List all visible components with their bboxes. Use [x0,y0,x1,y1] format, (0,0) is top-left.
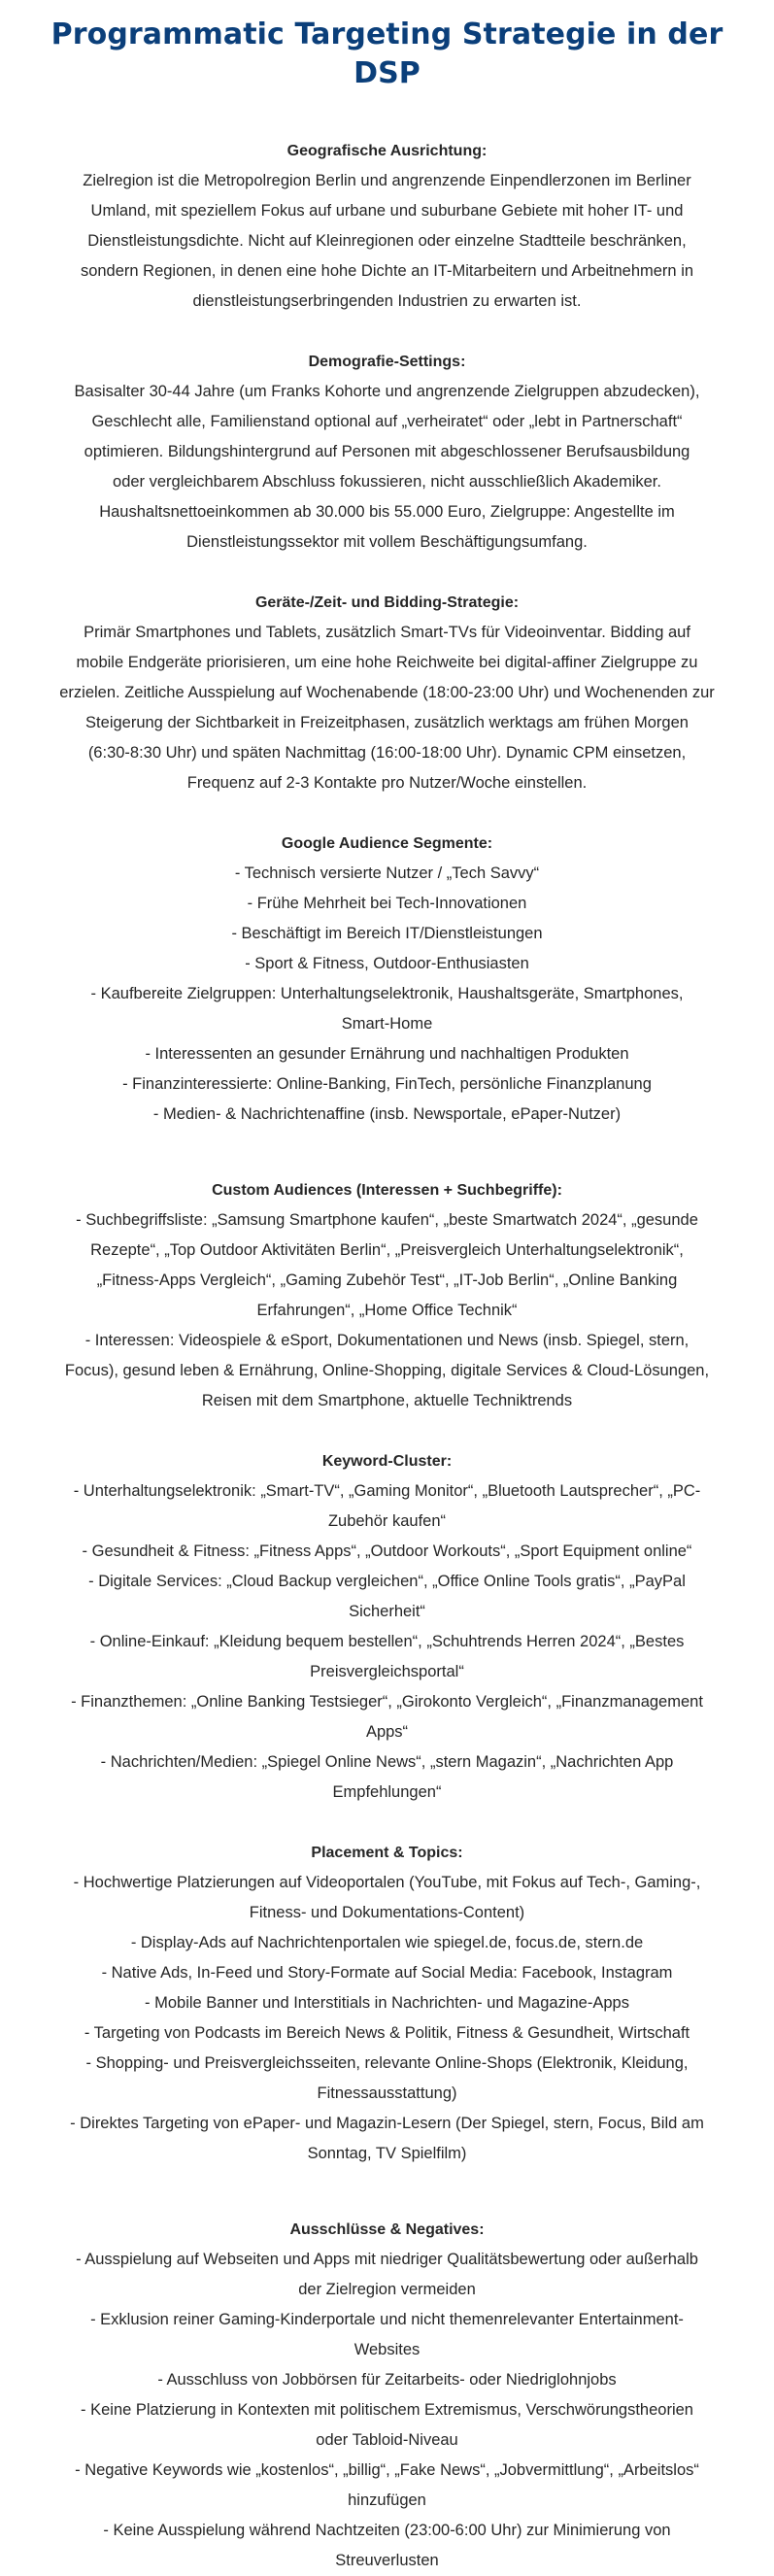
section-spacer [25,317,749,347]
section-line: - Technisch versierte Nutzer / „Tech Savvy“ [234,864,540,882]
section-line: sondern Regionen, in denen eine hohe Dichte an IT-Mitarbeitern und Arbeitnehmern in [80,262,694,280]
section-line: Rezepte“, „Top Outdoor Aktivitäten Berlin“, „Preisvergleich Unterhaltungselektronik“, [90,1241,684,1259]
section-line: - Online-Einkauf: „Kleidung bequem bestellen“, „Schuhtrends Herren 2024“, „Bestes [89,1633,685,1650]
section-line: - Sport & Fitness, Outdoor-Enthusiasten [245,955,529,972]
section-line: Websites [353,2341,421,2358]
section-spacer [25,558,749,588]
section-line: erzielen. Zeitliche Ausspielung auf Wochenabende (18:00-23:00 Uhr) und Wochenenden zur [59,684,715,701]
section-line: - Unterhaltungselektronik: „Smart-TV“, „Gaming Monitor“, „Bluetooth Lautsprecher“, „PC- [73,1482,701,1500]
section-line: - Targeting von Podcasts im Bereich News & Politik, Fitness & Gesundheit, Wirtschaft [84,2024,690,2042]
section-line: Basisalter 30-44 Jahre (um Franks Kohorte und angrenzende Zielgruppen abzudecken), [74,383,700,400]
section-line: - Kaufbereite Zielgruppen: Unterhaltungselektronik, Haushaltsgeräte, Smartphones, [90,985,684,1002]
section-heading: Geografische Ausrichtung: [286,143,488,159]
section-line: hinzufügen [348,2491,426,2509]
section-line: - Mobile Banner und Interstitials in Nachrichten- und Magazine-Apps [145,1994,629,2012]
section-heading: Placement & Topics: [311,1845,463,1861]
section-line: Sicherheit“ [349,1603,425,1620]
section-line: - Nachrichten/Medien: „Spiegel Online News“, „stern Magazin“, „Nachrichten App [100,1753,674,1771]
section-line: - Medien- & Nachrichtenaffine (insb. Newsportale, ePaper-Nutzer) [152,1105,622,1123]
section-7 [25,2215,749,2576]
section-line: oder vergleichbarem Abschluss fokussieren, nicht ausschließlich Akademiker. [113,473,661,491]
section-4 [25,1175,749,1416]
section-line: - Finanzthemen: „Online Banking Testsieger“, „Girokonto Vergleich“, „Finanzmanagement [71,1693,703,1711]
section-line: - Negative Keywords wie „kostenlos“, „billig“, „Fake News“, „Jobvermittlung“, „Arbeitslos“ [75,2461,699,2479]
section-spacer [25,798,749,829]
section-line: - Hochwertige Platzierungen auf Videoportalen (YouTube, mit Fokus auf Tech-, Gaming-, [73,1874,701,1891]
section-line: Fitness- und Dokumentations-Content) [249,1904,525,1921]
section-line: - Interessen: Videospiele & eSport, Dokumentationen und News (insb. Spiegel, stern, [84,1332,690,1349]
section-line: Zubehör kaufen“ [327,1512,447,1530]
section-line: Geschlecht alle, Familienstand optional auf „verheiratet“ oder „lebt in Partnerschaft“ [91,413,683,430]
section-line: - Beschäftigt im Bereich IT/Dienstleistungen [231,925,543,942]
section-3 [25,829,749,1130]
section-line: optimieren. Bildungshintergrund auf Personen mit abgeschlossener Berufsausbildung [84,443,690,460]
section-heading: Custom Audiences (Interessen + Suchbegriffe): [212,1182,562,1199]
section-spacer [25,1808,749,1838]
section-spacer [25,2169,749,2215]
section-line: Steigerung der Sichtbarkeit in Freizeitphasen, zusätzlich werktags am frühen Morgen [85,714,689,731]
section-line: Fitnessausstattung) [317,2085,457,2102]
section-line: Frequenz auf 2-3 Kontakte pro Nutzer/Woche einstellen. [186,774,588,792]
section-line: - Ausschluss von Jobbörsen für Zeitarbeits- oder Niedriglohnjobs [157,2371,617,2389]
section-heading: Keyword-Cluster: [321,1453,453,1470]
section-line: - Exklusion reiner Gaming-Kinderportale und nicht themenrelevanter Entertainment- [90,2311,684,2328]
section-0 [25,136,749,317]
section-line: Haushaltsnettoeinkommen ab 30.000 bis 55.000 Euro, Zielgruppe: Angestellte im [99,503,675,521]
section-line: - Display-Ads auf Nachrichtenportalen wie spiegel.de, focus.de, stern.de [130,1934,644,1951]
section-spacer [25,1416,749,1446]
section-line: Dienstleistungssektor mit vollem Beschäftigungsumfang. [186,533,588,551]
section-line: Focus), gesund leben & Ernährung, Online-Shopping, digitale Services & Cloud-Lösungen, [64,1362,710,1379]
page-title: Programmatic Targeting Strategie in der DSP [50,17,724,90]
section-line: Smart-Home [341,1015,433,1033]
section-line: Umland, mit speziellem Fokus auf urbane und suburbane Gebiete mit hoher IT- und [90,202,684,220]
section-line: - Direktes Targeting von ePaper- und Magazin-Lesern (Der Spiegel, stern, Focus, Bild am [70,2115,704,2132]
section-line: - Keine Ausspielung während Nachtzeiten (23:00-6:00 Uhr) zur Minimierung von [103,2522,671,2539]
section-line: - Digitale Services: „Cloud Backup vergleichen“, „Office Online Tools gratis“, „PayPal [88,1573,686,1590]
section-6 [25,1838,749,2169]
section-line: der Zielregion vermeiden [298,2281,476,2298]
section-2 [25,588,749,798]
section-line: oder Tabloid-Niveau [316,2431,458,2449]
section-line: - Shopping- und Preisvergleichsseiten, relevante Online-Shops (Elektronik, Kleidung, [85,2054,689,2072]
section-line: - Keine Platzierung in Kontexten mit politischem Extremismus, Verschwörungstheorien [81,2401,693,2419]
section-line: Apps“ [365,1723,409,1741]
section-spacer [25,1130,749,1175]
section-line: - Gesundheit & Fitness: „Fitness Apps“, „Outdoor Workouts“, „Sport Equipment online“ [82,1542,692,1560]
section-line: - Frühe Mehrheit bei Tech-Innovationen [247,895,527,912]
section-line: - Finanzinteressierte: Online-Banking, FinTech, persönliche Finanzplanung [122,1075,652,1093]
section-line: Streuverlusten [335,2552,439,2569]
sections-container [25,136,749,2576]
section-heading: Geräte-/Zeit- und Bidding-Strategie: [254,594,520,611]
section-1 [25,347,749,558]
section-line: Zielregion ist die Metropolregion Berlin und angrenzende Einpendlerzonen im Berliner [83,172,691,189]
section-line: - Interessenten an gesunder Ernährung und nachhaltigen Produkten [145,1045,629,1063]
section-heading: Google Audience Segmente: [281,835,493,852]
section-line: Preisvergleichsportal“ [310,1663,464,1680]
section-line: Reisen mit dem Smartphone, aktuelle Techniktrends [201,1392,573,1409]
section-line: - Suchbegriffsliste: „Samsung Smartphone kaufen“, „beste Smartwatch 2024“, „gesunde [76,1211,698,1229]
section-line: Dienstleistungsdichte. Nicht auf Kleinregionen oder einzelne Stadtteile beschränken, [87,232,687,250]
section-line: Sonntag, TV Spielfilm) [307,2145,467,2162]
section-line: Erfahrungen“, „Home Office Technik“ [256,1302,518,1319]
section-line: mobile Endgeräte priorisieren, um eine hohe Reichweite bei digital-affiner Zielgruppe zu [76,654,698,671]
section-heading: Ausschlüsse & Negatives: [289,2221,485,2238]
section-5 [25,1446,749,1808]
section-line: dienstleistungserbringenden Industrien zu erwarten ist. [192,292,582,310]
section-line: Empfehlungen“ [332,1783,442,1801]
section-line: - Native Ads, In-Feed und Story-Formate auf Social Media: Facebook, Instagram [101,1964,673,1982]
section-line: (6:30-8:30 Uhr) und späten Nachmittag (16:00-18:00 Uhr). Dynamic CPM einsetzen, [87,744,687,762]
section-line: Primär Smartphones und Tablets, zusätzlich Smart-TVs für Videoinventar. Bidding auf [84,624,690,641]
section-line: - Ausspielung auf Webseiten und Apps mit niedriger Qualitätsbewertung oder außerhalb [76,2251,698,2268]
section-line: „Fitness-Apps Vergleich“, „Gaming Zubehör Test“, „IT-Job Berlin“, „Online Banking [96,1271,678,1289]
section-heading: Demografie-Settings: [308,354,466,370]
